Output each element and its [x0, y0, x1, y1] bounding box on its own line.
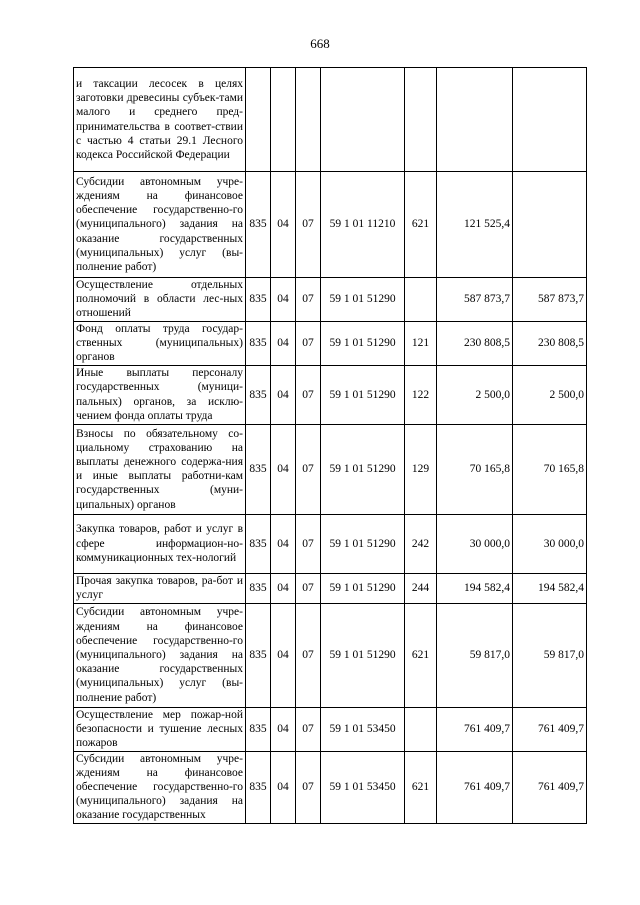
- amount-primary: 587 873,7: [437, 278, 513, 322]
- expense-type: 121: [405, 321, 437, 365]
- table-row: [74, 424, 587, 514]
- amount-primary: 59 817,0: [437, 603, 513, 707]
- expense-type: [405, 68, 437, 172]
- row-name: Осуществление мер пожар-ной безопасности и тушение лесных пожаров: [74, 707, 246, 751]
- amount-primary: 761 409,7: [437, 751, 513, 823]
- table-row: [74, 68, 587, 172]
- section-code: 04: [271, 278, 296, 322]
- ministry-code: 835: [246, 751, 271, 823]
- section-code: 04: [271, 573, 296, 603]
- subsection-code: 07: [296, 172, 321, 278]
- amount-secondary: 761 409,7: [513, 707, 587, 751]
- table-row: [74, 573, 587, 603]
- amount-primary: 194 582,4: [437, 573, 513, 603]
- amount-secondary: 2 500,0: [513, 365, 587, 424]
- row-name: Субсидии автономным учре-ждениям на финансовое обеспечение государственно-го (муниципального) задания на оказание государственных: [74, 751, 246, 823]
- amount-primary: [437, 68, 513, 172]
- expense-type: 621: [405, 603, 437, 707]
- section-code: 04: [271, 514, 296, 573]
- target-article: 59 1 01 51290: [321, 514, 405, 573]
- amount-primary: 761 409,7: [437, 707, 513, 751]
- target-article: 59 1 01 11210: [321, 172, 405, 278]
- table-row: [74, 365, 587, 424]
- expense-type: [405, 278, 437, 322]
- section-code: 04: [271, 424, 296, 514]
- amount-primary: 121 525,4: [437, 172, 513, 278]
- target-article: [321, 68, 405, 172]
- amount-secondary: 59 817,0: [513, 603, 587, 707]
- amount-primary: 230 808,5: [437, 321, 513, 365]
- row-name: Фонд оплаты труда государ-ственных (муниципальных) органов: [74, 321, 246, 365]
- expense-type: 621: [405, 172, 437, 278]
- target-article: 59 1 01 51290: [321, 365, 405, 424]
- row-name: Прочая закупка товаров, ра-бот и услуг: [74, 573, 246, 603]
- ministry-code: 835: [246, 603, 271, 707]
- subsection-code: 07: [296, 603, 321, 707]
- target-article: 59 1 01 51290: [321, 603, 405, 707]
- target-article: 59 1 01 51290: [321, 321, 405, 365]
- expense-type: 242: [405, 514, 437, 573]
- row-name: Осуществление отдельных полномочий в области лес-ных отношений: [74, 278, 246, 322]
- target-article: 59 1 01 53450: [321, 707, 405, 751]
- amount-secondary: [513, 68, 587, 172]
- ministry-code: 835: [246, 172, 271, 278]
- table-row: [74, 321, 587, 365]
- amount-secondary: 30 000,0: [513, 514, 587, 573]
- section-code: 04: [271, 365, 296, 424]
- budget-table: [73, 67, 587, 824]
- row-name: Закупка товаров, работ и услуг в сфере информацион-но-коммуникационных тех-нологий: [74, 514, 246, 573]
- subsection-code: 07: [296, 514, 321, 573]
- section-code: 04: [271, 321, 296, 365]
- table-row: [74, 514, 587, 573]
- row-name: Субсидии автономным учре-ждениям на финансовое обеспечение государственно-го (муниципального) задания на оказание государственных (муниципальных) услуг (вы-полнение работ): [74, 172, 246, 278]
- expense-type: [405, 707, 437, 751]
- ministry-code: 835: [246, 707, 271, 751]
- table-row: [74, 603, 587, 707]
- section-code: 04: [271, 603, 296, 707]
- subsection-code: [296, 68, 321, 172]
- table-row: [74, 278, 587, 322]
- section-code: [271, 68, 296, 172]
- subsection-code: 07: [296, 707, 321, 751]
- section-code: 04: [271, 172, 296, 278]
- amount-primary: 2 500,0: [437, 365, 513, 424]
- table-row: [74, 751, 587, 823]
- ministry-code: 835: [246, 278, 271, 322]
- subsection-code: 07: [296, 573, 321, 603]
- amount-secondary: [513, 172, 587, 278]
- row-name: Взносы по обязательному со-циальному страхованию на выплаты денежного содержа-ния и иные выплаты работни-кам государственных (муни-ципальных) органов: [74, 424, 246, 514]
- ministry-code: 835: [246, 321, 271, 365]
- subsection-code: 07: [296, 321, 321, 365]
- expense-type: 244: [405, 573, 437, 603]
- row-name: Субсидии автономным учре-ждениям на финансовое обеспечение государственно-го (муниципального) задания на оказание государственных (муниципальных) услуг (вы-полнение работ): [74, 603, 246, 707]
- expense-type: 621: [405, 751, 437, 823]
- amount-secondary: 761 409,7: [513, 751, 587, 823]
- amount-primary: 30 000,0: [437, 514, 513, 573]
- ministry-code: [246, 68, 271, 172]
- row-name: и таксации лесосек в целях заготовки древесины субъек-тами малого и среднего пред-принимательства в соответ-ствии с частью 4 статьи 29.1 Лесного кодекса Российской Федерации: [74, 68, 246, 172]
- subsection-code: 07: [296, 365, 321, 424]
- expense-type: 129: [405, 424, 437, 514]
- subsection-code: 07: [296, 751, 321, 823]
- amount-primary: 70 165,8: [437, 424, 513, 514]
- target-article: 59 1 01 51290: [321, 278, 405, 322]
- row-name: Иные выплаты персоналу государственных (муници-пальных) органов, за исклю-чением фонда оплаты труда: [74, 365, 246, 424]
- ministry-code: 835: [246, 514, 271, 573]
- table-row: [74, 172, 587, 278]
- ministry-code: 835: [246, 573, 271, 603]
- ministry-code: 835: [246, 365, 271, 424]
- expense-type: 122: [405, 365, 437, 424]
- target-article: 59 1 01 51290: [321, 573, 405, 603]
- section-code: 04: [271, 751, 296, 823]
- target-article: 59 1 01 51290: [321, 424, 405, 514]
- ministry-code: 835: [246, 424, 271, 514]
- amount-secondary: 230 808,5: [513, 321, 587, 365]
- page-number: 668: [310, 36, 330, 51]
- amount-secondary: 587 873,7: [513, 278, 587, 322]
- amount-secondary: 194 582,4: [513, 573, 587, 603]
- table-row: [74, 707, 587, 751]
- subsection-code: 07: [296, 278, 321, 322]
- subsection-code: 07: [296, 424, 321, 514]
- section-code: 04: [271, 707, 296, 751]
- target-article: 59 1 01 53450: [321, 751, 405, 823]
- amount-secondary: 70 165,8: [513, 424, 587, 514]
